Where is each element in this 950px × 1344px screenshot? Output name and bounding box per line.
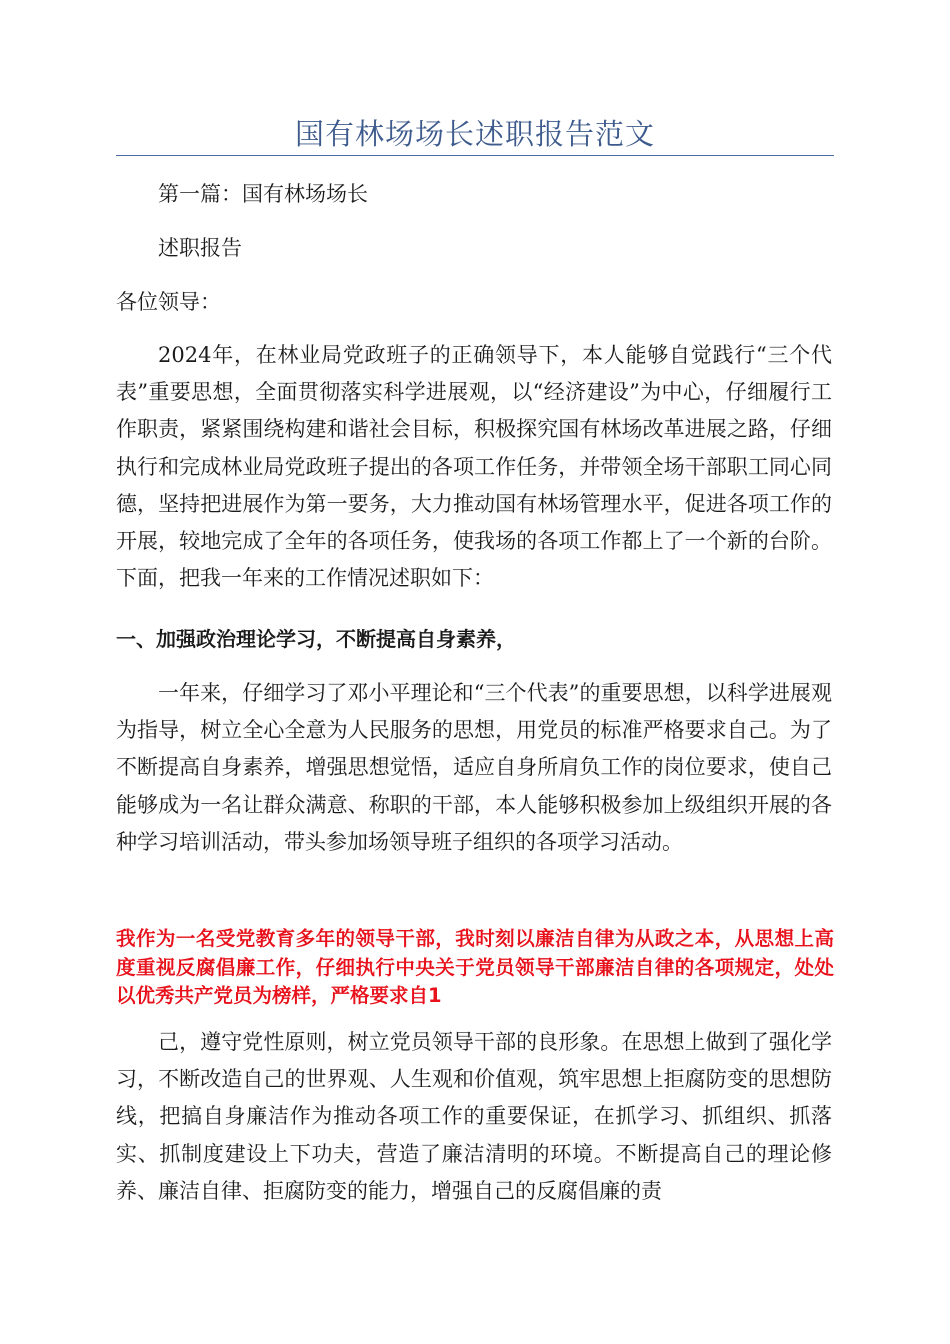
salutation: 各位领导：	[116, 290, 221, 314]
section-1-paragraph: 一年来，仔细学习了邓小平理论和“三个代表”的重要思想，以科学进展观为指导，树立全心全意为人民服务的思想，用党员的标准严格要求自己。为了不断提高自身素养，增强思想觉悟，适应自身所肩负工作的岗位要求，使自己能够成为一名让群众满意、称职的干部，本人能够积极参加上级组织开展的各种学习培训活动，带头参加场领导班子组织的各项学习活动。	[116, 681, 832, 854]
section-1-heading: 一、加强政治理论学习，不断提高自身素养，	[116, 627, 516, 651]
chapter-heading: 第一篇：国有林场场长	[158, 182, 368, 206]
intro-paragraph: 2024年，在林业局党政班子的正确领导下，本人能够自觉践行“三个代表”重要思想，全面贯彻落实科学进展观，以“经济建设”为中心，仔细履行工作职责，紧紧围绕构建和谐社会目标，积极探究国有林场改革进展之路，仔细执行和完成林业局党政班子提出的各项工作任务，并带领全场干部职工同心同德，坚持把进展作为第一要务，大力推动国有林场管理水平，促进各项工作的开展，较地完成了全年的各项任务，使我场的各项工作都上了一个新的台阶。下面，把我一年来的工作情况述职如下：	[116, 343, 832, 591]
document-title: 国有林场场长述职报告范文	[294, 117, 655, 151]
title-underline	[116, 155, 834, 156]
highlight-paragraph: 我作为一名受党教育多年的领导干部，我时刻以廉洁自律为从政之本，从思想上高度重视反腐倡廉工作，仔细执行中央关于党员领导干部廉洁自律的各项规定，处处以优秀共产党员为榜样，严格要求自1	[116, 927, 834, 1007]
report-subtitle: 述职报告	[158, 236, 242, 260]
continuation-paragraph: 己，遵守党性原则，树立党员领导干部的良形象。在思想上做到了强化学习，不断改造自己的世界观、人生观和价值观，筑牢思想上拒腐防变的思想防线，把搞自身廉洁作为推动各项工作的重要保证，在抓学习、抓组织、抓落实、抓制度建设上下功夫，营造了廉洁清明的环境。不断提高自己的理论修养、廉洁自律、拒腐防变的能力，增强自己的反腐倡廉的责	[116, 1030, 832, 1203]
